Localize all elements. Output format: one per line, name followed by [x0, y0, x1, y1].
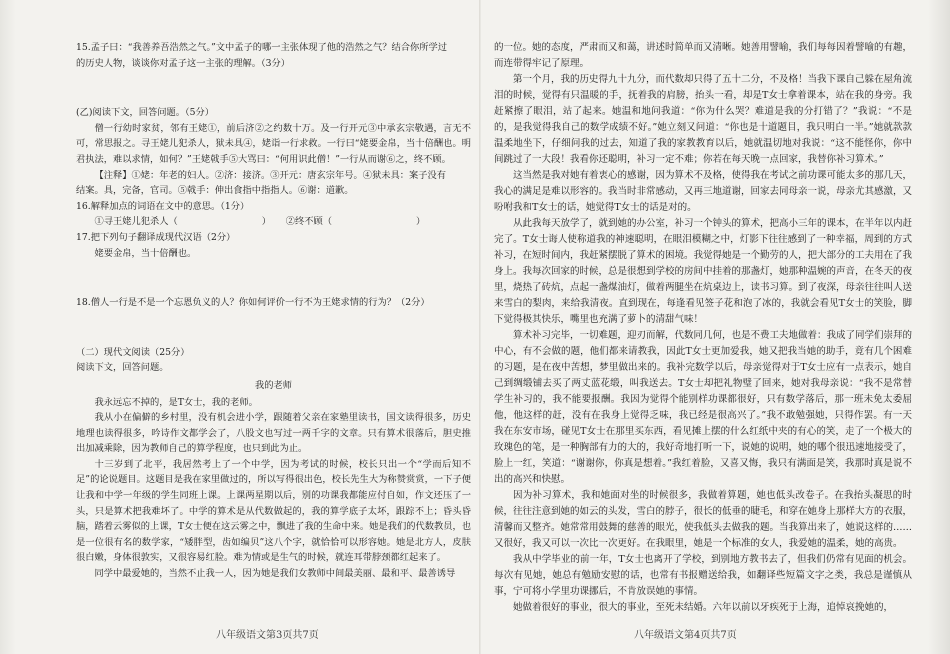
essay-paragraph-1: 我永远忘不掉的，是T女士，我的老师。 — [94, 396, 258, 408]
right-paragraph-7: 我从中学毕业的前一年，T女士也离开了学校，到别地方教书去了，但我们仍常有见面的机会。每次有见她，她总有勉励安慰的话，也常有书报赠送给我，如翻译些短篇文字之类，我总是谨慎从事，宁可将小学里功课挪后，不肯放误她的事情。 — [494, 554, 912, 597]
q16: 16.解释加点的词语在文中的意思。（1分） — [76, 200, 250, 212]
notes-line2: 结案。具，完备，官司。⑤戟手：伸出食指中指指人。⑥谢：道歉。 — [76, 185, 354, 197]
scan-edge-right — [928, 0, 950, 654]
right-page — [494, 40, 912, 616]
essay-title: 我的老师 — [255, 379, 292, 391]
right-paragraph-4: 从此我每天放学了，就到她的办公室，补习一个钟头的算术，把高小三年的课本，在半年以内赶完了。T女士诲人使称道我的神速聪明，在眼泪模糊之中，灯影下往往感到了一种幸福，周到的方式补习，在短时间内，我赶紧摆脱了算术的困境。我觉得她是一个勤劳的人，把大部分的工夫用在了我身上。我每次回家的时候，总是很想到学校的房间中挂着的那盏灯，她那种温婉的声音，在冬天的夜里，烧热了砖炕，点起一盏煤油灯，做着两腿坐在炕桌边上，读书习算。到了夜深，母亲往往叫人送来雪白的梨肉，来给我清夜。直到现在，每逢看见签子花和泡了冰的，我就会看见T女士的笑脸，脚下觉得极其快乐，嘴里也充满了萝卜的清甜气味！ — [494, 218, 913, 325]
scan-edge-left — [0, 0, 16, 654]
left-page — [76, 40, 471, 582]
q17: 17.把下列句子翻译成现代汉语（2分） — [76, 231, 236, 243]
section-er-title: （二）现代文阅读（25分） — [76, 346, 190, 358]
notes-line1: 【注释】①姥：年老的妇人。②济：接济。③开元：唐玄宗年号。④狱未具：案子没有 — [94, 169, 446, 181]
right-paragraph-2: 第一个月，我的历史得九十九分，而代数却只得了五十二分，不及格！当我下课自己躲在屋角流泪的时候，觉得有只温暖的手，抚着我的肩膀，抬头一看，却是T女士拿着课本，站在我的身旁。我赶紧擦了眼泪，站了起来。她温和地问我道：“你为什么哭？难道是我的分打错了？”我说：“不是的，是我觉得我自己的数学成绩不好。”她立刻又问道：“你也是十道题目，我只明白一半。”她就款款温柔地坐下，仔细问我的过去，知道了我的家教教育以后，她就温切地对我说：“这不能怪你，你中间跳过了一大段！我看你还聪明，补习一定不难；你若在每天晚一点回家，我替你补习算术。” — [494, 74, 913, 165]
classical-text: 僧一行幼时家贫，邻有王姥①，前后济②之约数十万。及一行开元③中承玄宗敬遇，言无不可，常思报之。寻王姥儿犯杀人，狱未具④，姥诣一行求救。一行曰“姥要金帛，当十倍酬也。明君执法，难以求情，如何？”王姥戟手⑤大骂曰：“何用识此僧！”一行从而谢⑥之，终不顾。 — [76, 122, 471, 165]
q18: 18.僧人一行是不是一个忘恩负义的人？你如何评价一行不为王姥求情的行为？（2分） — [76, 297, 430, 309]
right-paragraph-3: 这当然是我对她有着衷心的感谢，因为算术不及格，使得我在考试之前功课可能太多的那几天，我心的满足是难以形容的。我当时非常感动，又再三地道谢，回家去同母亲一说，母亲尤其感激，又吩咐我和T女士的话，她觉得T女士的话是对的。 — [494, 170, 913, 213]
essay-paragraph-3: 十三岁到了北平，我居然考上了一个中学，因为考试的时候，校长只出一个“学而后知不足”的论说题目。这题目是我在家里做过的，所以写得很出色，校长先生大为称赞赏赏，一下子便让我和中学一年级的学生同班上课。上课两星期以后，别的功课我都能应付自如，作文还压了一头，只是算术把我难坏了。中学的算术是从代数做起的，我的算学底子太坏，跟踪不上；昏头昏脑，踏着云雾似的上课，T女士便在这云雾之中，飘进了我的生命中来。她是我们的代数教员，也是一位很有名的数学家，“矮胖型，齿如编贝”这八个字，就恰恰可以形容她。她是北方人，皮肤很白嫩，身体很敦实，又很容易红脸。难为情或是生气的时候，就连耳带脖颈都红起来了。 — [76, 458, 471, 564]
section-er-sub: 阅读下文，回答问题。 — [76, 362, 169, 374]
right-page-footer: 八年级语文第4页共7页 — [634, 630, 737, 641]
q16-item1-end: ） — [261, 216, 271, 228]
q16-item2-end: ） — [415, 216, 426, 228]
right-paragraph-5: 算术补习完毕，一切难题，迎刃而解，代数同几何，也是不费工夫地做着：我成了同学们崇拜的中心，有不会做的题，他们都来请教我，因此T女士更加爱我，她又把我当她的助手，竟有几个困难的习题，是在夜中苦想，梦里做出来的。我补完数学以后，母亲觉得对于T女士应有一点表示，她自己到绸缎铺去买了两丈蓝花缎，叫我送去。T女士却把礼物璧了回来，她对我母亲说：“我不是常替学生补习的，我不能要报酬。我因为觉得个能别样功课都很好，只有数学落后，那一班未免太委屈他，他这样的赶，没有在我身上觉得乏味，我已经是很高兴了。”我不敢勉强她，只得作罢。有一天我在东安市场，碰见T女士在那里买东西，看见摊上摆的什么红纸中夹的有心的笑，走了一个极大的玫瑰色的笔，是一种胸部有力的大的，我好奇地打听一下，说她的说明，她的哪个很迅速地接受了，脸上一红，笑道：“谢谢你，你真是想着。”我红着脸，又喜又悔，我只有满面是笑，我那时真是说不出的高兴和快慰。 — [494, 330, 913, 485]
q16-item2: ②终不顾（ — [285, 216, 332, 228]
right-paragraph-1: 的一位。她的态度，严肃而又和蔼，讲述时简单而又清晰。她善用譬喻，我们每每因着譬喻的有趣，而连带得牢记了原理。 — [494, 42, 913, 69]
essay-paragraph-4: 同学中最爱她的，当然不止我一人，因为她是我们女教师中间最美丽、最和平、最善诱导 — [94, 568, 456, 580]
section-yi-title: (乙)阅读下文，回答问题。（5分） — [76, 107, 214, 119]
q16-items — [76, 214, 471, 230]
q15-line1: 15.孟子曰：“我善养吾浩然之气。”文中孟子的哪一主张体现了他的浩然之气？结合你所学过 — [76, 42, 448, 53]
right-paragraph-8: 她做着很好的事业，很大的事业，至死未结婚。六年以前以牙疾死于上海，追悼哀挽她的， — [513, 602, 894, 613]
q15-line2: 的历史人物，谈谈你对孟子这一主张的理解。（3分） — [76, 57, 291, 69]
page-fold — [479, 0, 481, 654]
q16-item1: ①寻王姥儿犯杀人（ — [94, 216, 178, 228]
right-paragraph-6: 因为补习算术，我和她面对坐的时候很多，我做着算题，她也低头改卷子。在我抬头凝思的时候，往往注意到她的如云的头发，雪白的脖子，很长的低垂的睫毛，和穿在她身上那样大方的衣服，清馨而又整齐。她常常用鼓舞的慈善的眼光，使我低头去做我的题。当我算出来了，她说这样的……又很好，我又可以一次比一次更好。在我眼里，她是一个标准的女人，我爱她的温柔，她的高贵。 — [494, 490, 913, 549]
essay-paragraph-2: 我从小在偏僻的乡村里，没有机会进小学，跟随着父亲在家塾里读书，国文读得很多，历史地理也读得很多，吟诗作文都学会了，八股文也写过一两千字的文章。只有算术很落后，胆史推出加减乘除，因为教师自己的算学程度，也只到此为止。 — [76, 412, 471, 455]
left-page-footer: 八年级语文第3页共7页 — [216, 630, 319, 641]
q17-sentence: 姥要金帛，当十倍酬也。 — [94, 247, 197, 259]
